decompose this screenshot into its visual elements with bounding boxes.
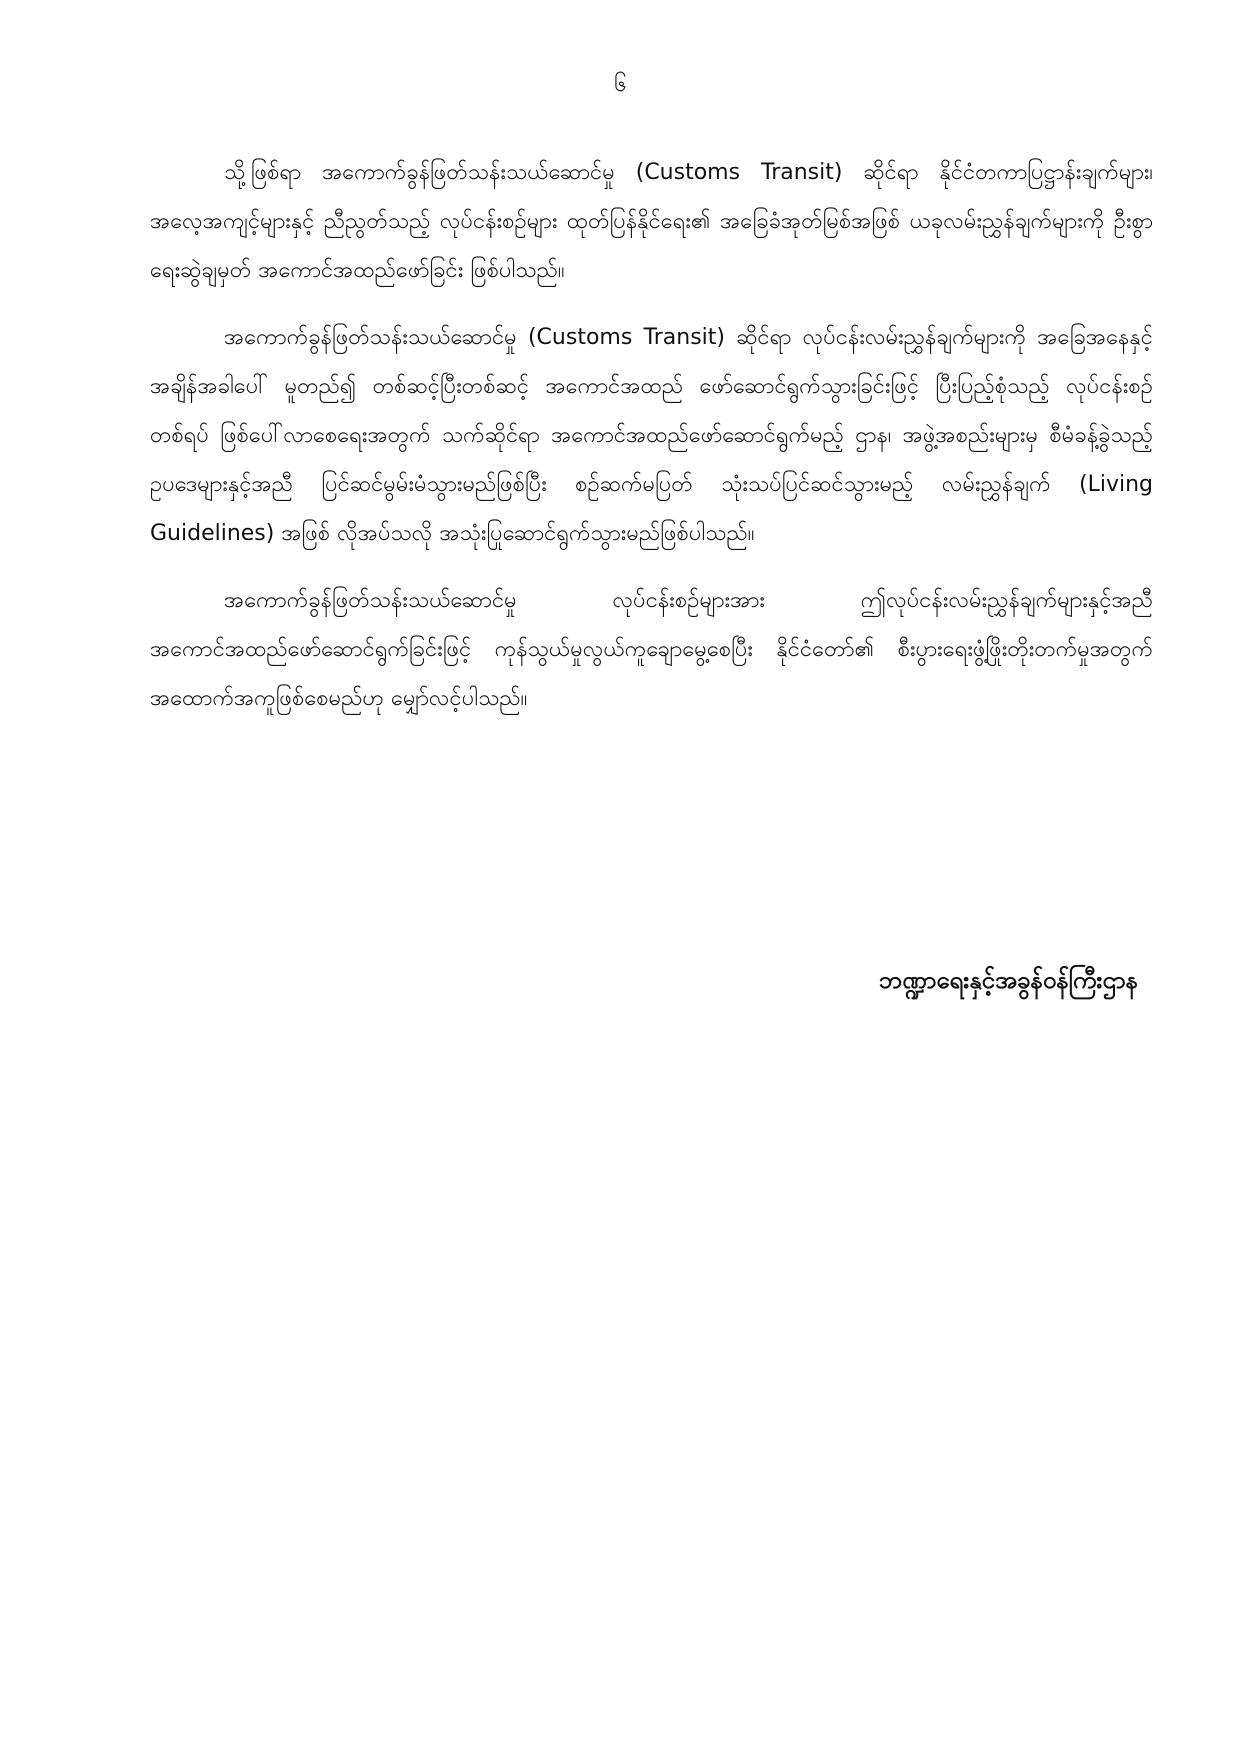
paragraph-3: အကောက်ခွန်ဖြတ်သန်းသယ်ဆောင်မှု လုပ်ငန်းစဉ်များအား ဤလုပ်ငန်းလမ်းညွှန်ချက်များနှင့်အညီ အကောင်အထည်ဖော်ဆောင်ရွက်ခြင်းဖြင့် ကုန်သွယ်မှုလွယ်ကူချောမွေ့စေပြီး နိုင်ငံတော်၏ စီးပွားရေးဖွံ့ဖြိုးတိုးတက်မှုအတွက် အထောက်အကူဖြစ်စေမည်ဟု မျှော်လင့်ပါသည်။	[150, 588, 1153, 711]
paragraph-1: သို့ဖြစ်ရာ အကောက်ခွန်ဖြတ်သန်းသယ်ဆောင်မှု (Customs Transit) ဆိုင်ရာ နိုင်ငံတကာပြဋ္ဌာန်းချက်များ၊ အလေ့အကျင့်များနှင့် ညီညွတ်သည့် လုပ်ငန်းစဉ်များ ထုတ်ပြန်နိုင်ရေး၏ အခြေခံအုတ်မြစ်အဖြစ် ယခုလမ်းညွှန်ချက်များကို ဦးစွာရေးဆွဲချမှတ် အကောင်အထည်ဖော်ခြင်း ဖြစ်ပါသည်။	[150, 160, 1153, 283]
page-number: ၆	[614, 72, 627, 97]
issuing-ministry-signature: ဘဏ္ဍာရေးနှင့်အခွန်ဝန်ကြီးဌာန	[879, 966, 1138, 994]
document-body	[150, 148, 1153, 741]
paragraph-2: အကောက်ခွန်ဖြတ်သန်းသယ်ဆောင်မှု (Customs Transit) ဆိုင်ရာ လုပ်ငန်းလမ်းညွှန်ချက်များကို အခြေအနေနှင့် အချိန်အခါပေါ် မူတည်၍ တစ်ဆင့်ပြီးတစ်ဆင့် အကောင်အထည် ဖော်ဆောင်ရွက်သွားခြင်းဖြင့် ပြီးပြည့်စုံသည့် လုပ်ငန်းစဉ်တစ်ရပ် ဖြစ်ပေါ်လာစေရေးအတွက် သက်ဆိုင်ရာ အကောင်အထည်ဖော်ဆောင်ရွက်မည့် ဌာန၊ အဖွဲ့အစည်းများမှ စီမံခန့်ခွဲသည့် ဥပဒေများနှင့်အညီ ပြင်ဆင်မွမ်းမံသွားမည်ဖြစ်ပြီး စဉ်ဆက်မပြတ် သုံးသပ်ပြင်ဆင်သွားမည့် လမ်းညွှန်ချက် (Living Guidelines) အဖြစ် လိုအပ်သလို အသုံးပြုဆောင်ရွက်သွားမည်ဖြစ်ပါသည်။	[150, 325, 1153, 546]
